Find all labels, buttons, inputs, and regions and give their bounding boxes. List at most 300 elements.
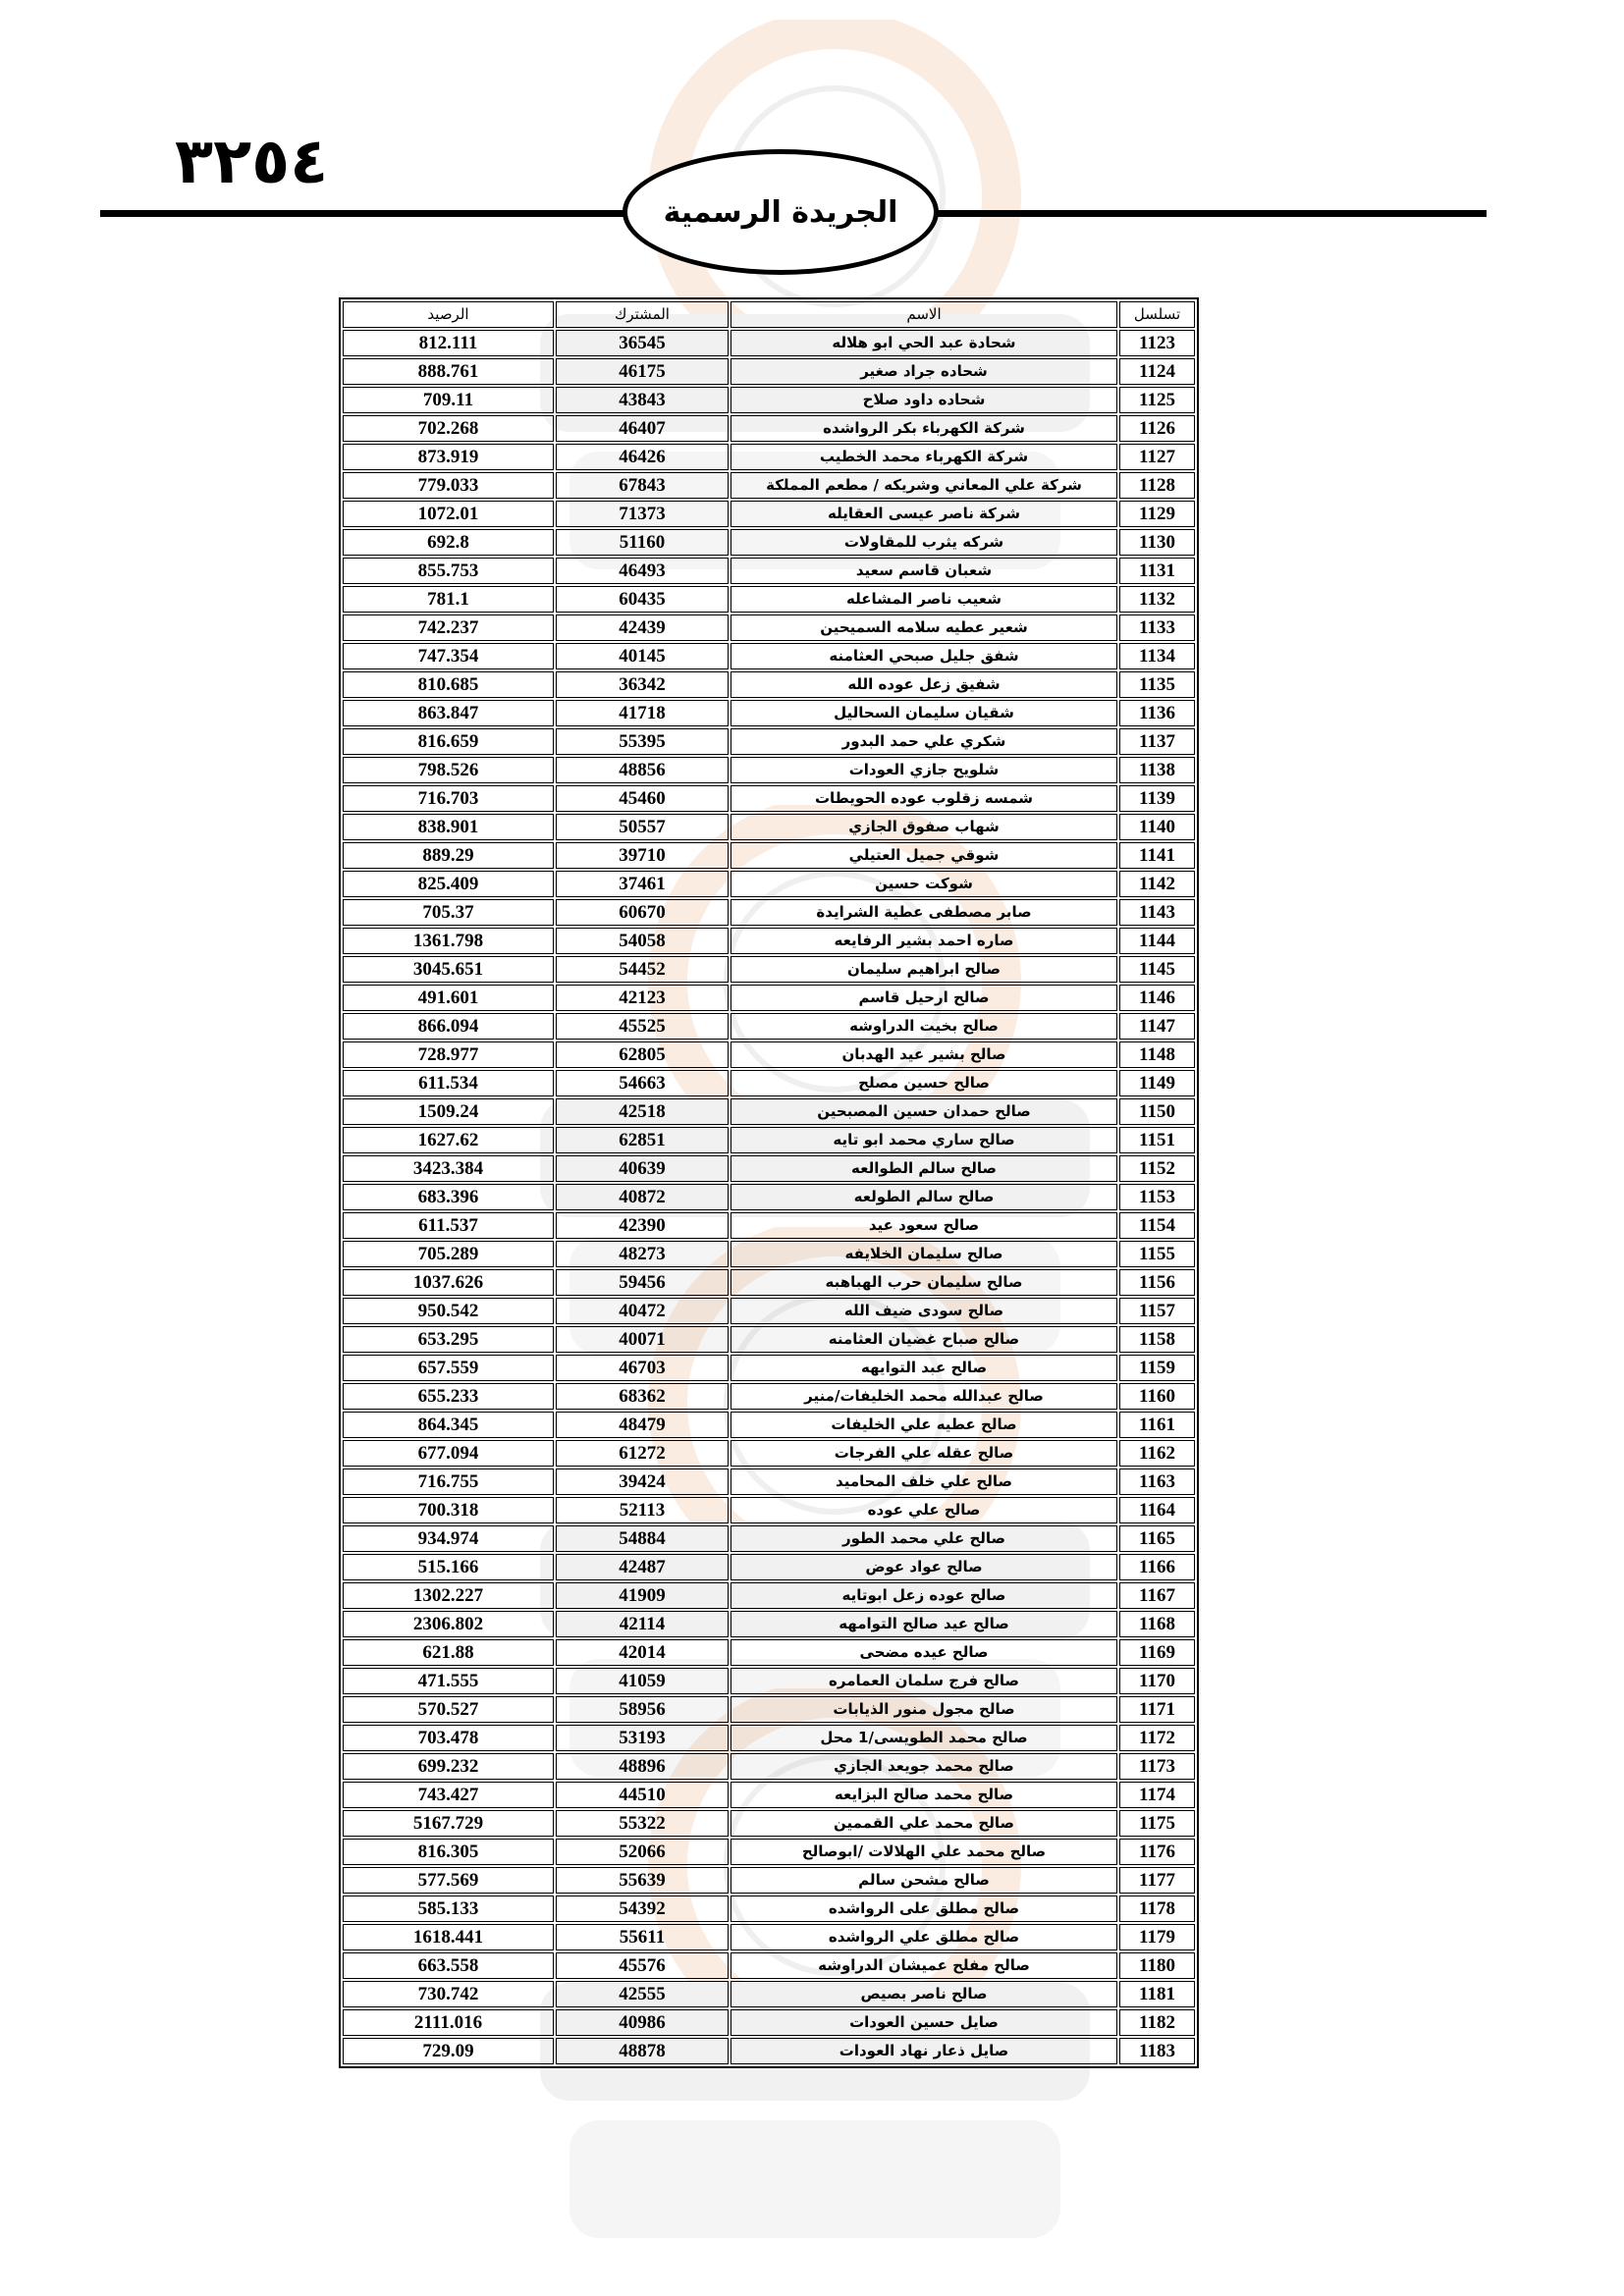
name-cell: صالح سالم الطوالعه [731, 1155, 1117, 1182]
name-cell: صالح مطلق على الرواشده [731, 1896, 1117, 1922]
serial-cell: 1146 [1119, 985, 1195, 1011]
subscriber-cell: 62805 [556, 1041, 729, 1068]
serial-cell: 1165 [1119, 1525, 1195, 1552]
serial-cell: 1127 [1119, 444, 1195, 470]
balance-cell: 2111.016 [343, 2009, 554, 2036]
balance-cell: 729.09 [343, 2038, 554, 2064]
name-cell: صالح حمدان حسين المصبحين [731, 1098, 1117, 1125]
subscriber-cell: 61272 [556, 1440, 729, 1467]
serial-cell: 1179 [1119, 1924, 1195, 1950]
balance-cell: 798.526 [343, 757, 554, 783]
name-cell: شعبان قاسم سعيد [731, 558, 1117, 584]
balance-cell: 730.742 [343, 1981, 554, 2007]
serial-cell: 1126 [1119, 415, 1195, 442]
balance-cell: 1627.62 [343, 1127, 554, 1153]
name-cell: صالح عيد صالح التوامهه [731, 1611, 1117, 1637]
serial-cell: 1163 [1119, 1468, 1195, 1495]
name-cell: صالح سالم الطولعه [731, 1184, 1117, 1210]
subscriber-cell: 36545 [556, 330, 729, 356]
serial-cell: 1129 [1119, 501, 1195, 527]
table-body [343, 330, 1195, 2064]
name-cell: صالح عقله علي الفرجات [731, 1440, 1117, 1467]
table-row [343, 1753, 1195, 1780]
balance-cell: 471.555 [343, 1668, 554, 1694]
table-row [343, 1098, 1195, 1125]
subscriber-cell: 59456 [556, 1269, 729, 1296]
serial-cell: 1145 [1119, 956, 1195, 983]
balance-cell: 515.166 [343, 1554, 554, 1580]
table-row [343, 1184, 1195, 1210]
table-row [343, 1383, 1195, 1410]
subscriber-cell: 46175 [556, 358, 729, 385]
name-cell: صالح بشير عيد الهدبان [731, 1041, 1117, 1068]
serial-cell: 1172 [1119, 1725, 1195, 1751]
table-row [343, 1127, 1195, 1153]
serial-cell: 1157 [1119, 1298, 1195, 1324]
table-row [343, 501, 1195, 527]
table-row [343, 1269, 1195, 1296]
subscriber-cell: 36342 [556, 671, 729, 698]
header-oval [623, 149, 939, 275]
name-cell: صاره احمد بشير الرفايعه [731, 928, 1117, 954]
subscriber-cell: 42555 [556, 1981, 729, 2007]
table-row [343, 2038, 1195, 2064]
table-row [343, 1525, 1195, 1552]
serial-cell: 1162 [1119, 1440, 1195, 1467]
balance-cell: 657.559 [343, 1355, 554, 1381]
subscriber-cell: 58956 [556, 1696, 729, 1723]
table-row [343, 671, 1195, 698]
name-cell: صالح ناصر بصيص [731, 1981, 1117, 2007]
name-cell: شفق جليل صبحي العثامنه [731, 643, 1117, 669]
serial-cell: 1123 [1119, 330, 1195, 356]
serial-cell: 1139 [1119, 785, 1195, 812]
balance-cell: 950.542 [343, 1298, 554, 1324]
subscriber-cell: 55639 [556, 1867, 729, 1894]
subscriber-cell: 46493 [556, 558, 729, 584]
balance-table-container [339, 297, 1185, 2068]
serial-cell: 1159 [1119, 1355, 1195, 1381]
name-cell: صالح بخيت الدراوشه [731, 1013, 1117, 1040]
table-row [343, 330, 1195, 356]
serial-cell: 1133 [1119, 614, 1195, 641]
table-row [343, 558, 1195, 584]
name-cell: صالح ارحيل قاسم [731, 985, 1117, 1011]
serial-cell: 1128 [1119, 472, 1195, 499]
serial-cell: 1138 [1119, 757, 1195, 783]
name-cell: صالح علي عوده [731, 1497, 1117, 1523]
serial-cell: 1175 [1119, 1810, 1195, 1837]
balance-cell: 699.232 [343, 1753, 554, 1780]
table-row [343, 757, 1195, 783]
table-row [343, 1070, 1195, 1096]
subscriber-cell: 46426 [556, 444, 729, 470]
table-row [343, 1582, 1195, 1609]
balance-cell: 816.659 [343, 728, 554, 755]
name-cell: صالح محمد صالح البزايعه [731, 1782, 1117, 1808]
name-cell: شركة علي المعاني وشريكه / مطعم المملكة [731, 472, 1117, 499]
name-cell: شعير عطيه سلامه السميحين [731, 614, 1117, 641]
subscriber-cell: 46703 [556, 1355, 729, 1381]
table-row [343, 842, 1195, 869]
serial-cell: 1148 [1119, 1041, 1195, 1068]
table-row [343, 728, 1195, 755]
serial-cell: 1132 [1119, 586, 1195, 613]
serial-cell: 1183 [1119, 2038, 1195, 2064]
table-row [343, 1326, 1195, 1353]
name-cell: صالح صباح غضيان العثامنه [731, 1326, 1117, 1353]
table-row [343, 2009, 1195, 2036]
serial-cell: 1141 [1119, 842, 1195, 869]
header-title: الجريدة الرسمية [663, 194, 898, 230]
serial-cell: 1173 [1119, 1753, 1195, 1780]
balance-cell: 621.88 [343, 1639, 554, 1666]
subscriber-cell: 41059 [556, 1668, 729, 1694]
serial-cell: 1182 [1119, 2009, 1195, 2036]
header-subscriber: المشترك [556, 301, 729, 328]
name-cell: شمسه زقلوب عوده الحويطات [731, 785, 1117, 812]
table-row [343, 1981, 1195, 2007]
subscriber-cell: 42518 [556, 1098, 729, 1125]
balance-cell: 779.033 [343, 472, 554, 499]
name-cell: صالح محمد علي القممين [731, 1810, 1117, 1837]
serial-cell: 1131 [1119, 558, 1195, 584]
name-cell: صالح مشحن سالم [731, 1867, 1117, 1894]
balance-cell: 700.318 [343, 1497, 554, 1523]
subscriber-cell: 50557 [556, 814, 729, 840]
balance-cell: 866.094 [343, 1013, 554, 1040]
name-cell: شحاده جراد صغير [731, 358, 1117, 385]
serial-cell: 1156 [1119, 1269, 1195, 1296]
balance-cell: 692.8 [343, 529, 554, 556]
serial-cell: 1174 [1119, 1782, 1195, 1808]
table-row [343, 1440, 1195, 1467]
balance-cell: 491.601 [343, 985, 554, 1011]
subscriber-cell: 48479 [556, 1412, 729, 1438]
serial-cell: 1176 [1119, 1839, 1195, 1865]
subscriber-cell: 44510 [556, 1782, 729, 1808]
balance-cell: 716.703 [343, 785, 554, 812]
serial-cell: 1149 [1119, 1070, 1195, 1096]
balance-table [339, 297, 1199, 2068]
serial-cell: 1161 [1119, 1412, 1195, 1438]
subscriber-cell: 40872 [556, 1184, 729, 1210]
name-cell: صالح فرج سلمان العمامره [731, 1668, 1117, 1694]
balance-cell: 889.29 [343, 842, 554, 869]
balance-cell: 816.305 [343, 1839, 554, 1865]
name-cell: صالح عبد التوايهه [731, 1355, 1117, 1381]
balance-cell: 728.977 [343, 1041, 554, 1068]
name-cell: شفيق زعل عوده الله [731, 671, 1117, 698]
balance-cell: 3045.651 [343, 956, 554, 983]
name-cell: شركة الكهرباء محمد الخطيب [731, 444, 1117, 470]
table-row [343, 985, 1195, 1011]
table-row [343, 899, 1195, 926]
table-row [343, 1041, 1195, 1068]
name-cell: شركة الكهرباء بكر الرواشده [731, 415, 1117, 442]
name-cell: صايل ذعار نهاد العودات [731, 2038, 1117, 2064]
table-row [343, 358, 1195, 385]
balance-cell: 855.753 [343, 558, 554, 584]
balance-cell: 742.237 [343, 614, 554, 641]
subscriber-cell: 41718 [556, 700, 729, 726]
subscriber-cell: 48896 [556, 1753, 729, 1780]
name-cell: شركه يثرب للمقاولات [731, 529, 1117, 556]
serial-cell: 1181 [1119, 1981, 1195, 2007]
balance-cell: 585.133 [343, 1896, 554, 1922]
balance-cell: 1361.798 [343, 928, 554, 954]
balance-cell: 1618.441 [343, 1924, 554, 1950]
subscriber-cell: 46407 [556, 415, 729, 442]
serial-cell: 1150 [1119, 1098, 1195, 1125]
subscriber-cell: 40472 [556, 1298, 729, 1324]
balance-cell: 838.901 [343, 814, 554, 840]
subscriber-cell: 53193 [556, 1725, 729, 1751]
balance-cell: 570.527 [343, 1696, 554, 1723]
table-row [343, 387, 1195, 413]
table-row [343, 1497, 1195, 1523]
balance-cell: 702.268 [343, 415, 554, 442]
table-row [343, 472, 1195, 499]
serial-cell: 1151 [1119, 1127, 1195, 1153]
subscriber-cell: 67843 [556, 472, 729, 499]
header-serial: تسلسل [1119, 301, 1195, 328]
serial-cell: 1140 [1119, 814, 1195, 840]
table-row [343, 1867, 1195, 1894]
subscriber-cell: 48878 [556, 2038, 729, 2064]
subscriber-cell: 71373 [556, 501, 729, 527]
subscriber-cell: 62851 [556, 1127, 729, 1153]
serial-cell: 1144 [1119, 928, 1195, 954]
subscriber-cell: 39710 [556, 842, 729, 869]
table-row [343, 1241, 1195, 1267]
balance-cell: 863.847 [343, 700, 554, 726]
balance-cell: 743.427 [343, 1782, 554, 1808]
serial-cell: 1154 [1119, 1212, 1195, 1239]
balance-cell: 1037.626 [343, 1269, 554, 1296]
table-row [343, 871, 1195, 897]
table-row [343, 1810, 1195, 1837]
serial-cell: 1164 [1119, 1497, 1195, 1523]
subscriber-cell: 52066 [556, 1839, 729, 1865]
serial-cell: 1130 [1119, 529, 1195, 556]
table-row [343, 814, 1195, 840]
subscriber-cell: 55322 [556, 1810, 729, 1837]
table-row [343, 928, 1195, 954]
serial-cell: 1160 [1119, 1383, 1195, 1410]
serial-cell: 1180 [1119, 1952, 1195, 1979]
table-row [343, 700, 1195, 726]
name-cell: صالح سليمان الخلايفه [731, 1241, 1117, 1267]
table-row [343, 1355, 1195, 1381]
serial-cell: 1155 [1119, 1241, 1195, 1267]
table-row [343, 1611, 1195, 1637]
serial-cell: 1170 [1119, 1668, 1195, 1694]
table-row [343, 1639, 1195, 1666]
subscriber-cell: 48856 [556, 757, 729, 783]
subscriber-cell: 43843 [556, 387, 729, 413]
subscriber-cell: 54392 [556, 1896, 729, 1922]
serial-cell: 1169 [1119, 1639, 1195, 1666]
subscriber-cell: 54884 [556, 1525, 729, 1552]
serial-cell: 1136 [1119, 700, 1195, 726]
balance-cell: 611.534 [343, 1070, 554, 1096]
name-cell: شركة ناصر عيسى العقايله [731, 501, 1117, 527]
serial-cell: 1135 [1119, 671, 1195, 698]
name-cell: صالح علي خلف المحاميد [731, 1468, 1117, 1495]
subscriber-cell: 60435 [556, 586, 729, 613]
subscriber-cell: 42390 [556, 1212, 729, 1239]
name-cell: شوقي جميل العتيلي [731, 842, 1117, 869]
table-row [343, 1212, 1195, 1239]
subscriber-cell: 52113 [556, 1497, 729, 1523]
balance-cell: 703.478 [343, 1725, 554, 1751]
subscriber-cell: 42123 [556, 985, 729, 1011]
name-cell: شحادة عبد الحي ابو هلاله [731, 330, 1117, 356]
name-cell: شهاب صفوق الجازي [731, 814, 1117, 840]
table-row [343, 1696, 1195, 1723]
subscriber-cell: 45525 [556, 1013, 729, 1040]
subscriber-cell: 40145 [556, 643, 729, 669]
table-row [343, 586, 1195, 613]
subscriber-cell: 40986 [556, 2009, 729, 2036]
balance-cell: 577.569 [343, 1867, 554, 1894]
balance-cell: 812.111 [343, 330, 554, 356]
name-cell: صالح سليمان حرب الهباهبه [731, 1269, 1117, 1296]
table-row [343, 1782, 1195, 1808]
serial-cell: 1166 [1119, 1554, 1195, 1580]
serial-cell: 1153 [1119, 1184, 1195, 1210]
balance-cell: 1509.24 [343, 1098, 554, 1125]
table-row [343, 1554, 1195, 1580]
table-row [343, 444, 1195, 470]
balance-cell: 716.755 [343, 1468, 554, 1495]
balance-cell: 747.354 [343, 643, 554, 669]
balance-cell: 888.761 [343, 358, 554, 385]
balance-cell: 1302.227 [343, 1582, 554, 1609]
name-cell: صالح محمد الطويسى/1 محل [731, 1725, 1117, 1751]
serial-cell: 1171 [1119, 1696, 1195, 1723]
page-number: ٣٢٥٤ [175, 126, 329, 198]
subscriber-cell: 37461 [556, 871, 729, 897]
balance-cell: 934.974 [343, 1525, 554, 1552]
table-row [343, 1298, 1195, 1324]
serial-cell: 1137 [1119, 728, 1195, 755]
name-cell: صالح ابراهيم سليمان [731, 956, 1117, 983]
table-row [343, 785, 1195, 812]
subscriber-cell: 45576 [556, 1952, 729, 1979]
serial-cell: 1167 [1119, 1582, 1195, 1609]
name-cell: شقيان سليمان السحاليل [731, 700, 1117, 726]
balance-cell: 655.233 [343, 1383, 554, 1410]
serial-cell: 1134 [1119, 643, 1195, 669]
name-cell: صالح عيده مضحى [731, 1639, 1117, 1666]
serial-cell: 1147 [1119, 1013, 1195, 1040]
name-cell: صالح عوده زعل ابوتايه [731, 1582, 1117, 1609]
balance-cell: 3423.384 [343, 1155, 554, 1182]
table-row [343, 643, 1195, 669]
serial-cell: 1158 [1119, 1326, 1195, 1353]
subscriber-cell: 45460 [556, 785, 729, 812]
serial-cell: 1177 [1119, 1867, 1195, 1894]
subscriber-cell: 68362 [556, 1383, 729, 1410]
subscriber-cell: 51160 [556, 529, 729, 556]
balance-cell: 873.919 [343, 444, 554, 470]
serial-cell: 1168 [1119, 1611, 1195, 1637]
table-row [343, 529, 1195, 556]
balance-cell: 864.345 [343, 1412, 554, 1438]
header-name: الاسم [731, 301, 1117, 328]
name-cell: صالح علي محمد الطور [731, 1525, 1117, 1552]
table-row [343, 1924, 1195, 1950]
table-row [343, 956, 1195, 983]
subscriber-cell: 48273 [556, 1241, 729, 1267]
subscriber-cell: 60670 [556, 899, 729, 926]
balance-cell: 709.11 [343, 387, 554, 413]
name-cell: صالح سودى ضيف الله [731, 1298, 1117, 1324]
serial-cell: 1142 [1119, 871, 1195, 897]
subscriber-cell: 54663 [556, 1070, 729, 1096]
balance-cell: 653.295 [343, 1326, 554, 1353]
name-cell: شلويح جازي العودات [731, 757, 1117, 783]
name-cell: صالح ساري محمد ابو تايه [731, 1127, 1117, 1153]
subscriber-cell: 55395 [556, 728, 729, 755]
name-cell: صابر مصطفى عطية الشرايدة [731, 899, 1117, 926]
subscriber-cell: 42487 [556, 1554, 729, 1580]
name-cell: صايل حسين العودات [731, 2009, 1117, 2036]
name-cell: صالح سعود عيد [731, 1212, 1117, 1239]
serial-cell: 1152 [1119, 1155, 1195, 1182]
balance-cell: 677.094 [343, 1440, 554, 1467]
table-row [343, 1952, 1195, 1979]
balance-cell: 705.37 [343, 899, 554, 926]
table-row [343, 1896, 1195, 1922]
name-cell: شعيب ناصر المشاعله [731, 586, 1117, 613]
serial-cell: 1143 [1119, 899, 1195, 926]
balance-cell: 810.685 [343, 671, 554, 698]
subscriber-cell: 54058 [556, 928, 729, 954]
balance-cell: 2306.802 [343, 1611, 554, 1637]
name-cell: صالح عبدالله محمد الخليفات/منير [731, 1383, 1117, 1410]
name-cell: صالح مفلح عميشان الدراوشه [731, 1952, 1117, 1979]
name-cell: صالح مطلق علي الرواشده [731, 1924, 1117, 1950]
balance-cell: 1072.01 [343, 501, 554, 527]
balance-cell: 5167.729 [343, 1810, 554, 1837]
subscriber-cell: 42114 [556, 1611, 729, 1637]
table-row [343, 1155, 1195, 1182]
subscriber-cell: 39424 [556, 1468, 729, 1495]
subscriber-cell: 40639 [556, 1155, 729, 1182]
serial-cell: 1125 [1119, 387, 1195, 413]
subscriber-cell: 54452 [556, 956, 729, 983]
serial-cell: 1178 [1119, 1896, 1195, 1922]
balance-cell: 705.289 [343, 1241, 554, 1267]
name-cell: صالح حسين مصلح [731, 1070, 1117, 1096]
balance-cell: 825.409 [343, 871, 554, 897]
table-row [343, 1725, 1195, 1751]
table-row [343, 415, 1195, 442]
name-cell: شوكت حسين [731, 871, 1117, 897]
subscriber-cell: 40071 [556, 1326, 729, 1353]
table-row [343, 1839, 1195, 1865]
balance-cell: 683.396 [343, 1184, 554, 1210]
header-balance: الرصيد [343, 301, 554, 328]
name-cell: صالح مجول منور الذيابات [731, 1696, 1117, 1723]
table-header-row [343, 301, 1195, 328]
serial-cell: 1124 [1119, 358, 1195, 385]
name-cell: صالح عواد عوض [731, 1554, 1117, 1580]
balance-cell: 781.1 [343, 586, 554, 613]
